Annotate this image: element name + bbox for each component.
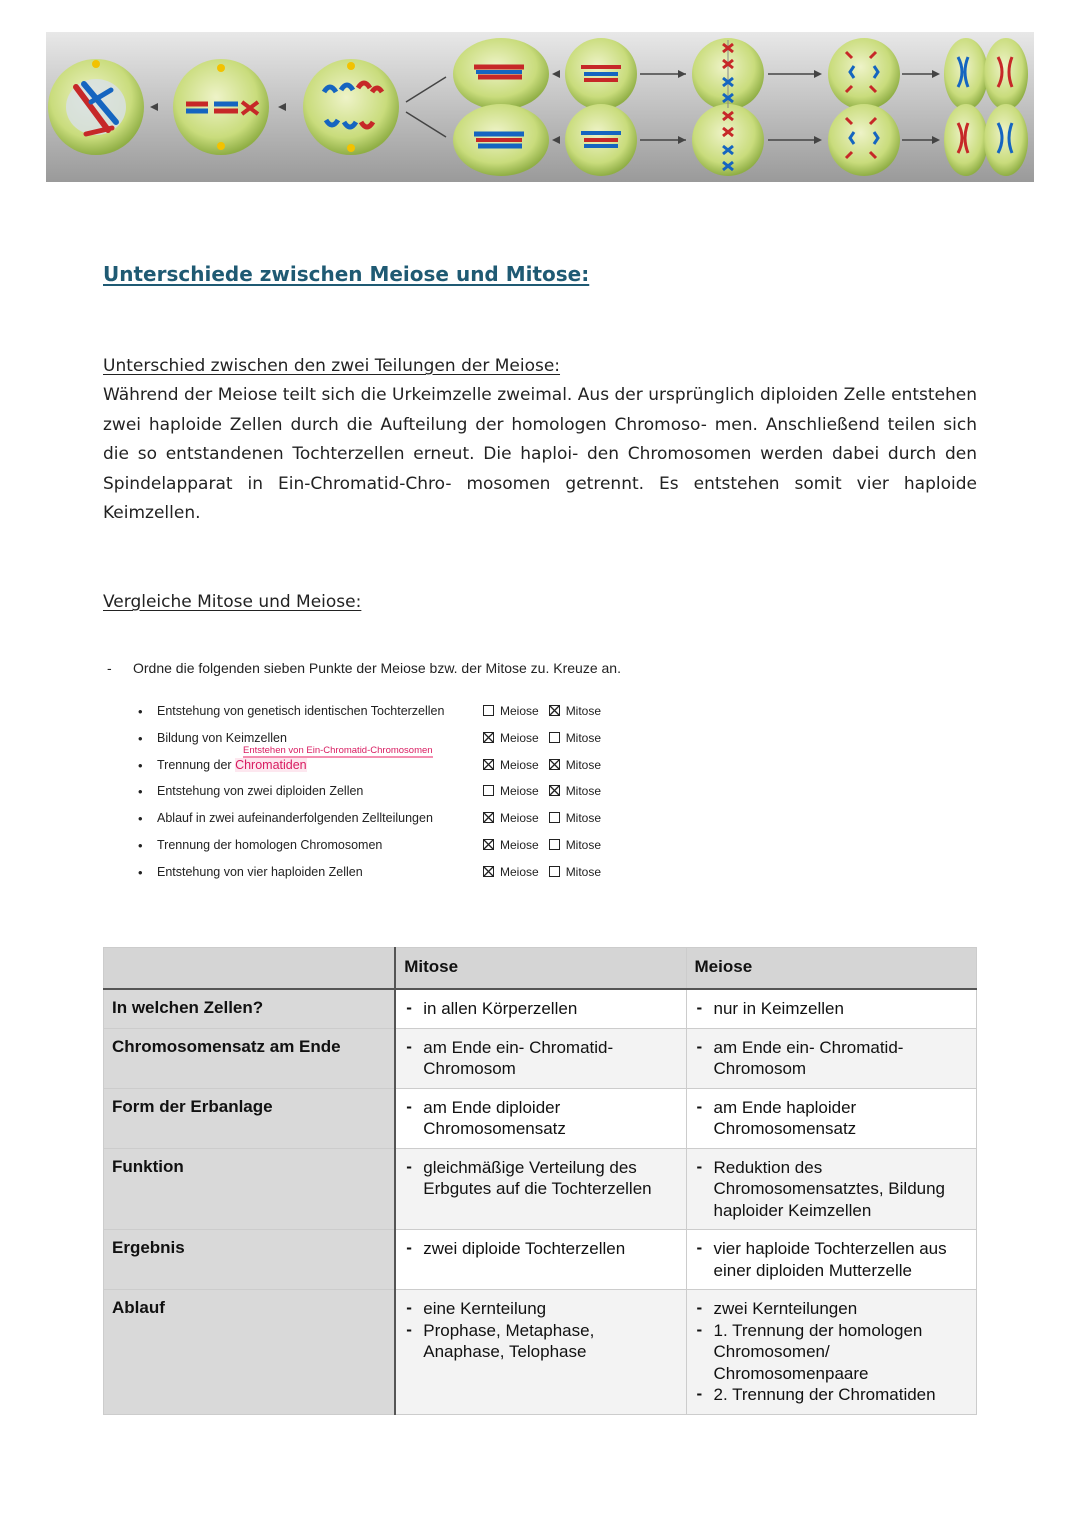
bullet-icon: • bbox=[138, 730, 143, 746]
list-item: - eine Kernteilung bbox=[404, 1298, 677, 1320]
mitose-checkbox[interactable] bbox=[549, 866, 560, 877]
exercise-item-prefix: Trennung der bbox=[157, 757, 236, 772]
meiose-cell bbox=[686, 1028, 976, 1088]
exercise-item bbox=[103, 838, 643, 865]
exercise-item bbox=[103, 811, 643, 838]
exercise-choices bbox=[483, 731, 601, 745]
table-row bbox=[104, 1028, 977, 1088]
list-item: - am Ende ein- Chromatid- Chromosom bbox=[404, 1037, 677, 1080]
list-item: - gleichmäßige Verteilung des Erbgutes auf die Tochterzellen bbox=[404, 1157, 677, 1200]
mitose-cell bbox=[395, 1230, 686, 1290]
list-item: - am Ende haploider Chromosomensatz bbox=[695, 1097, 968, 1140]
mitose-list bbox=[404, 998, 677, 1020]
mitose-list bbox=[404, 1097, 677, 1140]
meiose-checkbox[interactable] bbox=[483, 732, 494, 743]
meiose-checkbox[interactable] bbox=[483, 759, 494, 770]
exercise-item bbox=[103, 744, 643, 785]
cell-prophase bbox=[48, 59, 144, 155]
bullet-icon: • bbox=[138, 864, 143, 880]
mitose-list bbox=[404, 1037, 677, 1080]
mitose-checkbox[interactable] bbox=[549, 732, 560, 743]
list-item: - in allen Körperzellen bbox=[404, 998, 677, 1020]
exercise-block bbox=[103, 660, 643, 892]
table-row bbox=[104, 989, 977, 1028]
mitose-cell bbox=[395, 1028, 686, 1088]
mitose-label: Mitose bbox=[565, 730, 602, 745]
exercise-choices bbox=[483, 865, 601, 879]
meiose-cell bbox=[686, 1088, 976, 1148]
meiose-checkbox[interactable] bbox=[483, 785, 494, 796]
meiose-cell bbox=[686, 989, 976, 1028]
bullet-icon: • bbox=[138, 784, 143, 800]
bullet-icon: • bbox=[138, 811, 143, 827]
list-item: - nur in Keimzellen bbox=[695, 998, 968, 1020]
list-item: - zwei Kernteilungen bbox=[695, 1298, 968, 1320]
table-header-meiose: Meiose bbox=[686, 948, 976, 990]
table-row bbox=[104, 1148, 977, 1230]
table-header-empty bbox=[104, 948, 396, 990]
table-header-row bbox=[104, 948, 977, 990]
list-item: - Reduktion des Chromosomensatztes, Bildung haploider Keimzellen bbox=[695, 1157, 968, 1222]
mitose-label: Mitose bbox=[565, 864, 602, 879]
meiose-list bbox=[695, 1298, 968, 1406]
instruction-dash: - bbox=[107, 660, 112, 676]
bullet-icon: • bbox=[138, 837, 143, 853]
mitose-cell bbox=[395, 1148, 686, 1230]
meiose-checkbox[interactable] bbox=[483, 866, 494, 877]
exercise-choices bbox=[483, 784, 601, 798]
comparison-table bbox=[103, 947, 977, 1415]
list-item: - Prophase, Metaphase, Anaphase, Telophase bbox=[404, 1320, 677, 1363]
exercise-item bbox=[103, 784, 643, 811]
table-row bbox=[104, 1230, 977, 1290]
meiose-list bbox=[695, 1157, 968, 1222]
exercise-list bbox=[103, 704, 643, 892]
meiose-list bbox=[695, 1097, 968, 1140]
bullet-icon: • bbox=[138, 757, 143, 773]
cell-anaphase-1 bbox=[303, 59, 399, 155]
exercise-item bbox=[103, 865, 643, 892]
mitose-label: Mitose bbox=[565, 704, 602, 718]
row-label: Chromosomensatz am Ende bbox=[104, 1028, 396, 1088]
mitose-checkbox[interactable] bbox=[549, 759, 560, 770]
meiose-label: Meiose bbox=[500, 704, 539, 718]
mitose-list bbox=[404, 1298, 677, 1363]
mitose-cell bbox=[395, 1290, 686, 1415]
list-item: - 1. Trennung der homologen Chromosomen/ Chromosomenpaare bbox=[695, 1320, 968, 1385]
exercise-item-text: Bildung von Keimzellen bbox=[157, 730, 287, 745]
exercise-choices bbox=[483, 811, 601, 825]
list-item: - am Ende diploider Chromosomensatz bbox=[404, 1097, 677, 1140]
list-item: - zwei diploide Tochterzellen bbox=[404, 1238, 677, 1260]
exercise-item-text: Entstehung von zwei diploiden Zellen bbox=[157, 784, 364, 799]
mitose-list bbox=[404, 1157, 677, 1200]
highlighted-word: Chromatiden bbox=[235, 757, 307, 772]
exercise-item-text: Ablauf in zwei aufeinanderfolgenden Zellteilungen bbox=[157, 811, 433, 826]
mitose-label: Mitose bbox=[565, 811, 602, 826]
list-item: - 2. Trennung der Chromatiden bbox=[695, 1384, 968, 1406]
meiose-checkbox[interactable] bbox=[483, 839, 494, 850]
row-label: Ablauf bbox=[104, 1290, 396, 1415]
table-header-mitose: Mitose bbox=[395, 948, 686, 990]
exercise-item-text: Trennung der homologen Chromosomen bbox=[157, 837, 383, 852]
meiose-cell bbox=[686, 1148, 976, 1230]
meiose-list bbox=[695, 998, 968, 1020]
mitose-cell bbox=[395, 989, 686, 1028]
mitose-label: Mitose bbox=[565, 784, 602, 799]
mitose-cell bbox=[395, 1088, 686, 1148]
mitose-list bbox=[404, 1238, 677, 1260]
meiosis-stages-illustration bbox=[46, 32, 1034, 182]
meiose-label: Meiose bbox=[500, 757, 539, 772]
section-heading-vergleich: Vergleiche Mitose und Meiose: bbox=[103, 592, 362, 612]
meiose-label: Meiose bbox=[500, 837, 539, 852]
exercise-item-text: Entstehung von vier haploiden Zellen bbox=[157, 864, 363, 879]
meiose-label: Meiose bbox=[500, 864, 539, 879]
row-label: Form der Erbanlage bbox=[104, 1088, 396, 1148]
handwritten-annotation: Entstehen von Ein-Chromatid-Chromosomen bbox=[243, 744, 433, 756]
table-row bbox=[104, 1088, 977, 1148]
cell-metaphase-1 bbox=[173, 59, 269, 155]
row-label: Ergebnis bbox=[104, 1230, 396, 1290]
mitose-checkbox[interactable] bbox=[549, 839, 560, 850]
meiose-list bbox=[695, 1238, 968, 1281]
instruction-text: Ordne die folgenden sieben Punkte der Meiose bzw. der Mitose zu. Kreuze an. bbox=[133, 660, 621, 676]
mitose-checkbox[interactable] bbox=[549, 705, 560, 716]
list-item: - vier haploide Tochterzellen aus einer diploiden Mutterzelle bbox=[695, 1238, 968, 1281]
meiose-label: Meiose bbox=[500, 811, 539, 826]
meiose-checkbox[interactable] bbox=[483, 812, 494, 823]
meiose-checkbox[interactable] bbox=[483, 705, 494, 716]
bullet-icon: • bbox=[138, 704, 143, 719]
table-row bbox=[104, 1290, 977, 1415]
meiose-cell bbox=[686, 1290, 976, 1415]
meiose-list bbox=[695, 1037, 968, 1080]
meiose-cell bbox=[686, 1230, 976, 1290]
exercise-item-text bbox=[157, 758, 307, 772]
exercise-choices bbox=[483, 704, 601, 718]
mitose-label: Mitose bbox=[565, 757, 602, 772]
section-heading-meiose-teilungen: Unterschied zwischen den zwei Teilungen der Meiose: bbox=[103, 356, 561, 376]
exercise-choices bbox=[483, 758, 601, 772]
mitose-checkbox[interactable] bbox=[549, 785, 560, 796]
meiose-label: Meiose bbox=[500, 784, 539, 799]
exercise-item-text: Entstehung von genetisch identischen Tochterzellen bbox=[157, 704, 445, 718]
row-label: Funktion bbox=[104, 1148, 396, 1230]
meiose-label: Meiose bbox=[500, 730, 539, 745]
list-item: - am Ende ein- Chromatid- Chromosom bbox=[695, 1037, 968, 1080]
exercise-choices bbox=[483, 838, 601, 852]
page-title: Unterschiede zwischen Meiose und Mitose: bbox=[103, 262, 590, 286]
exercise-item bbox=[103, 704, 643, 731]
mitose-checkbox[interactable] bbox=[549, 812, 560, 823]
section-paragraph: Während der Meiose teilt sich die Urkeimzelle zweimal. Aus der ursprünglich diploiden Zelle entstehen zwei haploide Zellen durch die Aufteilung der homologen Chromoso- men. Anschließend teilen sich die so entstandenen Tochterzellen erneut. Die haploi- den Chromosomen werden dabei durch den Spindelapparat in Ein-Chromatid-Chro- mosomen getrennt. Es entstehen somit vier haploide Keimzellen. bbox=[103, 385, 977, 523]
mitose-label: Mitose bbox=[565, 837, 602, 852]
exercise-instruction bbox=[103, 660, 643, 688]
row-label: In welchen Zellen? bbox=[104, 989, 396, 1028]
